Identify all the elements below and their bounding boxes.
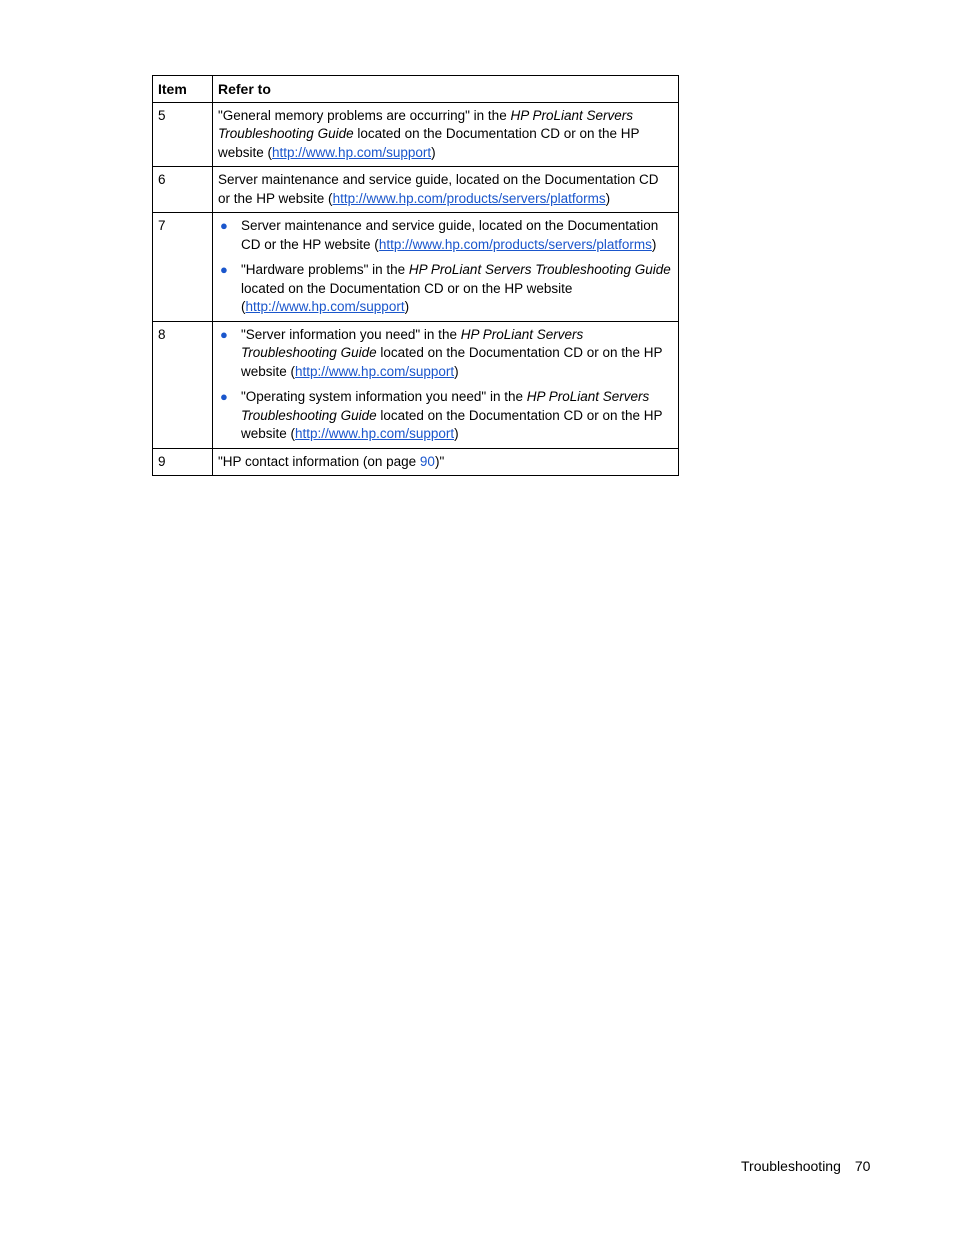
item-number: 9: [153, 448, 213, 476]
table-row: [153, 321, 679, 448]
text: ): [454, 426, 459, 441]
text: "Hardware problems" in the: [241, 262, 409, 277]
refer-to-cell: [213, 321, 679, 448]
text: "Operating system information you need" in the: [241, 389, 527, 404]
text: ): [605, 190, 611, 206]
item-number: 6: [153, 167, 213, 213]
list-item: [218, 261, 673, 317]
bullet-list: [218, 326, 673, 444]
bullet-icon: ●: [220, 326, 228, 342]
text: located on the Documentation CD or on the HP website (: [218, 126, 640, 160]
refer-to-cell: [213, 167, 679, 213]
platforms-link[interactable]: http://www.hp.com/products/servers/platforms: [378, 236, 652, 252]
text: "Server information you need" in the: [241, 326, 461, 342]
bullet-icon: ●: [220, 262, 228, 277]
text: "General memory problems are occurring" in the: [218, 107, 511, 123]
support-link[interactable]: http://www.hp.com/support: [245, 299, 405, 314]
table-row: [153, 167, 679, 213]
support-link[interactable]: http://www.hp.com/support: [295, 363, 455, 379]
text: Server maintenance and service guide, located on the Documentation CD or the HP website (: [218, 172, 659, 206]
text: ): [404, 299, 410, 314]
table-row: [153, 448, 679, 476]
item-number: 8: [153, 321, 213, 448]
text: located on the Documentation CD or on the HP website (: [241, 280, 573, 314]
page-footer: [741, 1158, 870, 1174]
guide-title: HP ProLiant Servers Troubleshooting Guide: [408, 262, 671, 277]
table-row: [153, 213, 679, 322]
text: ): [454, 363, 459, 379]
text: "HP contact information (on page: [218, 453, 420, 469]
guide-title: HP ProLiant Servers Troubleshooting Guide: [241, 326, 584, 360]
table-header-row: [153, 76, 679, 103]
text: located on the Documentation CD or on the HP website (: [241, 345, 663, 379]
header-refer-to: Refer to: [213, 76, 679, 103]
text: )": [434, 453, 445, 469]
page-reference-link[interactable]: 90: [419, 453, 435, 469]
reference-table: [152, 75, 679, 476]
guide-title: HP ProLiant Servers Troubleshooting Guide: [241, 389, 650, 423]
refer-to-cell: [213, 213, 679, 322]
footer-section-title: Troubleshooting: [741, 1158, 841, 1174]
bullet-icon: ●: [220, 389, 228, 404]
guide-title: HP ProLiant Servers Troubleshooting Guide: [218, 107, 634, 141]
list-item: [218, 326, 673, 382]
list-item: [218, 388, 673, 444]
table-row: [153, 102, 679, 167]
refer-to-cell: [213, 448, 679, 476]
text: ): [651, 236, 657, 252]
item-number: 7: [153, 213, 213, 322]
text: Server maintenance and service guide, located on the Documentation CD or the HP website (: [241, 218, 659, 252]
support-link[interactable]: http://www.hp.com/support: [295, 426, 455, 441]
support-link[interactable]: http://www.hp.com/support: [272, 144, 432, 160]
page-number: 70: [854, 1158, 871, 1174]
header-item: Item: [153, 76, 213, 103]
text: located on the Documentation CD or on the HP website (: [241, 407, 663, 441]
platforms-link[interactable]: http://www.hp.com/products/servers/platforms: [332, 190, 606, 206]
refer-to-cell: [213, 102, 679, 167]
bullet-icon: ●: [220, 218, 228, 233]
list-item: [218, 217, 673, 254]
bullet-list: [218, 217, 673, 317]
text: ): [431, 144, 436, 160]
item-number: 5: [153, 102, 213, 167]
